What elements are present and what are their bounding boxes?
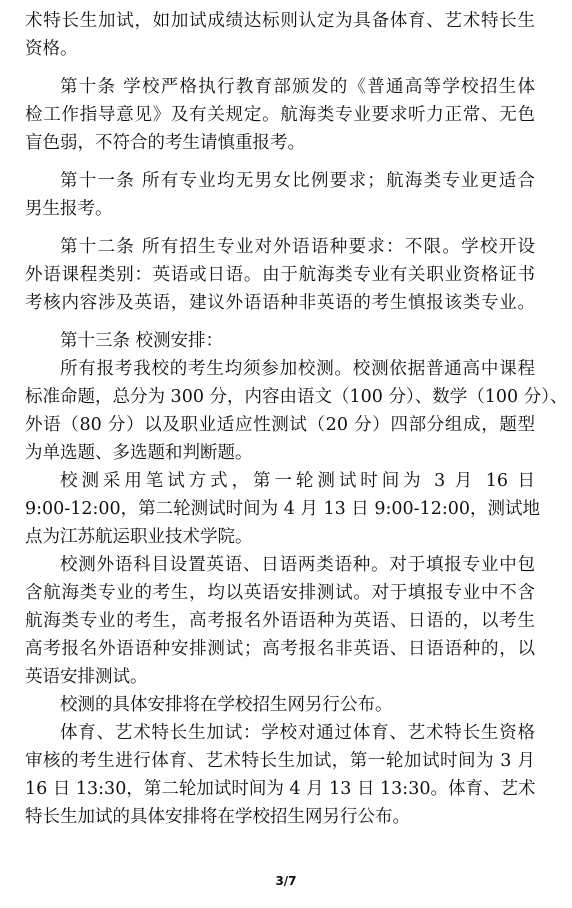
text-line: 9:00-12:00，第二轮测试时间为 4 月 13 日 9:00-12:00，测试地 [25,499,541,519]
text-line: 含航海类专业的考生，均以英语安排测试。对于填报专业中不含 [25,583,535,603]
text-line: 盲色弱，不符合的考生请慎重报考。 [25,133,305,153]
text-line: 外语（80 分）以及职业适应性测试（20 分）四部分组成，题型 [25,415,535,435]
text-line: 校测外语科目设置英语、日语两类语种。对于填报专业中包 [60,555,535,575]
text-line: 术特长生加试，如加试成绩达标则认定为具备体育、艺术特长生 [25,11,535,31]
text-line: 16 日 13:30，第二轮加试时间为 4 月 13 日 13:30。体育、艺术 [25,779,536,799]
text-line: 英语安排测试。 [25,667,148,687]
page-number: 3/7 [275,874,297,888]
text-line: 航海类专业的考生，高考报名外语语种为英语、日语的，以考生 [25,611,535,631]
text-line: 点为江苏航运职业技术学院。 [25,527,253,547]
text-line: 第十条 学校严格执行教育部颁发的《普通高等学校招生体 [60,77,535,97]
text-line: 检工作指导意见》及有关规定。航海类专业要求听力正常、无色 [25,105,535,125]
text-line: 外语课程类别：英语或日语。由于航海类专业有关职业资格证书 [25,265,535,285]
text-line: 审核的考生进行体育、艺术特长生加试，第一轮加试时间为 3 月 [25,751,535,771]
text-line: 资格。 [25,39,78,59]
text-line: 标准命题，总分为 300 分，内容由语文（100 分）、数学（100 分）、 [25,387,568,407]
text-line: 特长生加试的具体安排将在学校招生网另行公布。 [25,807,410,827]
text-line: 校测采用笔试方式，第一轮测试时间为 3 月 16 日 [60,471,535,491]
text-line: 高考报名外语语种安排测试；高考报名非英语、日语语种的，以 [25,639,535,659]
text-line: 第十三条 校测安排： [60,331,224,351]
text-line: 为单选题、多选题和判断题。 [25,443,253,463]
text-line: 男生报考。 [25,199,113,219]
text-line: 校测的具体安排将在学校招生网另行公布。 [60,695,393,715]
text-line: 第十二条 所有招生专业对外语语种要求：不限。学校开设 [60,237,535,257]
text-line: 所有报考我校的考生均须参加校测。校测依据普通高中课程 [60,359,535,379]
text-line: 考核内容涉及英语，建议外语语种非英语的考生慎报该类专业。 [25,293,535,313]
text-line: 第十一条 所有专业均无男女比例要求；航海类专业更适合 [60,171,535,191]
text-line: 体育、艺术特长生加试：学校对通过体育、艺术特长生资格 [60,723,535,743]
